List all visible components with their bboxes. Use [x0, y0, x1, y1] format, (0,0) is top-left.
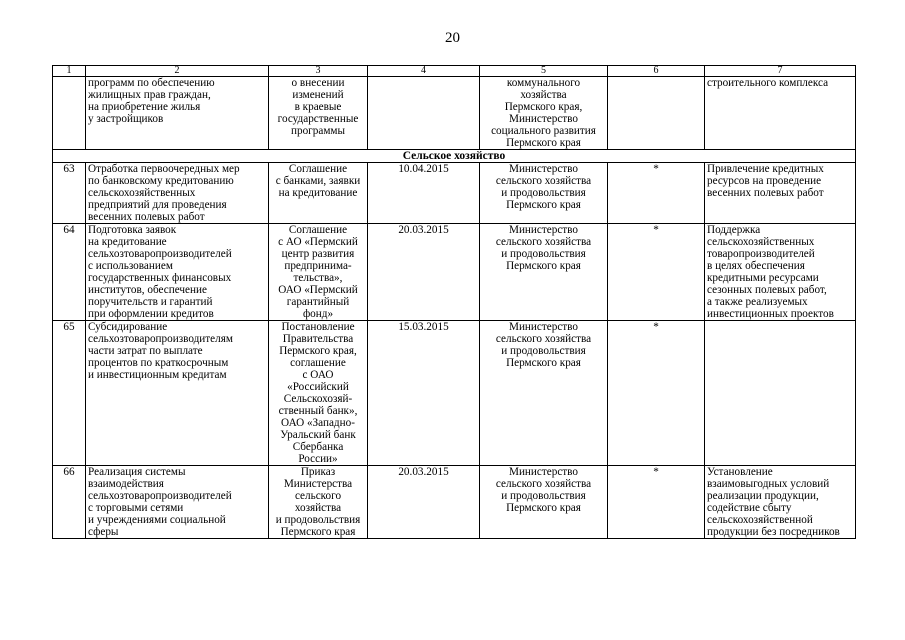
cell-line: сельского хозяйства [495, 333, 592, 345]
cell-line: с АО «Пермский [278, 236, 358, 248]
cell-line: Министерство [509, 113, 578, 125]
column-header: 4 [368, 66, 480, 77]
cell-line: Министерство [509, 224, 578, 236]
cell-line: Пермского края, [279, 345, 357, 357]
cell-line: предпринима- [284, 260, 352, 272]
cell-line: Приказ [300, 466, 336, 478]
cell-line: сельхозтоваропроизводителей [88, 490, 232, 502]
cell-line: с торговыми сетями [88, 502, 184, 514]
cell-line: Правительства [282, 333, 354, 345]
executor-cell [480, 224, 608, 321]
cell-line: фонд» [302, 308, 334, 320]
cell-line: сельскохозяйственных [88, 187, 196, 199]
date-cell: 10.04.2015 [368, 163, 480, 224]
cell-line: Соглашение [288, 224, 348, 236]
cell-line: ресурсов на проведение [707, 175, 822, 187]
column-header: 2 [86, 66, 269, 77]
cell-line: Министерство [509, 321, 578, 333]
column-header: 5 [480, 66, 608, 77]
document-cell [269, 163, 368, 224]
section-title: Сельское хозяйство [53, 150, 856, 163]
cell-line: сельхозтоваропроизводителям [88, 333, 233, 345]
cell-line: центр развития [281, 248, 355, 260]
cell-line: весенних полевых работ [88, 211, 205, 223]
cell-line: продукции без посредников [707, 526, 840, 538]
cell-line: сельского хозяйства [495, 478, 592, 490]
result-cell [705, 321, 856, 466]
cell-line: Отработка первоочередных мер [88, 163, 240, 175]
document-cell [269, 466, 368, 539]
result-cell [705, 466, 856, 539]
cell-line: части затрат по выплате [88, 345, 203, 357]
cell-line: взаимовыгодных условий [707, 478, 830, 490]
cell-line: Пермского края [280, 526, 356, 538]
measures-table [52, 65, 856, 539]
executor-cell [480, 163, 608, 224]
cell-line: государственные [277, 113, 359, 125]
cell-line: программы [291, 125, 345, 137]
cell-line: на кредитование [278, 187, 358, 199]
cell-line: и продовольствия [501, 187, 586, 199]
cell-line: гарантийный [286, 296, 350, 308]
column-header: 7 [705, 66, 856, 77]
cell-line: Пермского края, [504, 101, 583, 113]
cell-line: сельского хозяйства [495, 175, 592, 187]
measure-cell [86, 321, 269, 466]
measure-cell [86, 163, 269, 224]
date-cell: 15.03.2015 [368, 321, 480, 466]
cell-line: Привлечение кредитных [707, 163, 824, 175]
cell-line: строительного комплекса [707, 77, 829, 89]
cell-line: сельского [294, 490, 342, 502]
cell-line: инвестиционных проектов [707, 308, 834, 320]
cell-line: и продовольствия [275, 514, 361, 526]
cell-line: сельскохозяйственной [707, 514, 813, 526]
cell-line: коммунального [506, 77, 581, 89]
cell-line: реализации продукции, [707, 490, 819, 502]
cell-line: Установление [707, 466, 773, 478]
cell-line: поручительств и гарантий [88, 296, 213, 308]
cell-line: Уральский банк [280, 429, 356, 441]
cell-line: жилищных прав граждан, [88, 89, 211, 101]
date-cell [368, 77, 480, 150]
cell-line: сельхозтоваропроизводителей [88, 248, 232, 260]
cell-line: соглашение [290, 357, 346, 369]
cell-line: на кредитование [88, 236, 167, 248]
cell-line: ственный банк», [278, 405, 358, 417]
cell-line: Сбербанка [292, 441, 344, 453]
cell-line: и продовольствия [501, 248, 586, 260]
result-cell [705, 163, 856, 224]
cell-line: программ по обеспечению [88, 77, 215, 89]
cell-line: Министерства [283, 478, 353, 490]
table-row [53, 466, 856, 539]
cell-line: сельскохозяйственных [707, 236, 815, 248]
cell-line: в краевые [294, 101, 342, 113]
cell-line: ОАО «Западно- [281, 417, 355, 429]
cell-line: и инвестиционным кредитам [88, 369, 227, 381]
cell-line: у застройщиков [88, 113, 164, 125]
cell-line: хозяйства [520, 89, 567, 101]
cell-line: сельского хозяйства [495, 236, 592, 248]
row-number: 66 [53, 466, 86, 539]
cell-line: с ОАО [302, 369, 334, 381]
cell-line: Пермского края [506, 260, 581, 272]
cell-line: процентов по краткосрочным [88, 357, 229, 369]
column-header: 3 [269, 66, 368, 77]
cell-line: Соглашение [288, 163, 348, 175]
cell-line: с использованием [88, 260, 173, 272]
cell-line: товаропроизводителей [707, 248, 815, 260]
cell-line: Поддержка [707, 224, 761, 236]
cell-line: и продовольствия [501, 345, 586, 357]
result-cell [705, 224, 856, 321]
document-cell [269, 77, 368, 150]
cell-line: взаимодействия [88, 478, 164, 490]
cell-line: и продовольствия [501, 490, 586, 502]
cell-line: при оформлении кредитов [88, 308, 214, 320]
mark-cell: * [608, 163, 705, 224]
date-cell: 20.03.2015 [368, 466, 480, 539]
continuation-row [53, 77, 856, 150]
mark-cell [608, 77, 705, 150]
table-row [53, 163, 856, 224]
cell-line: с банками, заявки [275, 175, 361, 187]
column-header: 1 [53, 66, 86, 77]
row-number: 64 [53, 224, 86, 321]
mark-cell: * [608, 466, 705, 539]
cell-line: Подготовка заявок [88, 224, 177, 236]
cell-line: предприятий для проведения [88, 199, 227, 211]
cell-line: тельства», [293, 272, 343, 284]
result-cell [705, 77, 856, 150]
cell-line: институтов, обеспечение [88, 284, 207, 296]
page-number: 20 [445, 30, 460, 46]
cell-line: ОАО «Пермский [278, 284, 358, 296]
executor-cell [480, 321, 608, 466]
cell-line: содействие сбыту [707, 502, 792, 514]
cell-line: Пермского края [506, 137, 581, 149]
cell-line: социального развития [491, 125, 596, 137]
cell-line: весенних полевых работ [707, 187, 824, 199]
cell-line: а также реализуемых [707, 296, 808, 308]
document-cell [269, 224, 368, 321]
row-number: 65 [53, 321, 86, 466]
mark-cell: * [608, 224, 705, 321]
row-number: 63 [53, 163, 86, 224]
cell-line: по банковскому кредитованию [88, 175, 234, 187]
row-number [53, 77, 86, 150]
cell-line: Субсидирование [88, 321, 168, 333]
cell-line: на приобретение жилья [88, 101, 201, 113]
measure-cell [86, 224, 269, 321]
cell-line: Постановление [281, 321, 355, 333]
table-row [53, 321, 856, 466]
table-row [53, 224, 856, 321]
cell-line: Сельскохозяй- [283, 393, 353, 405]
cell-line: изменений [292, 89, 344, 101]
cell-line: Реализация системы [88, 466, 186, 478]
date-cell: 20.03.2015 [368, 224, 480, 321]
cell-line: хозяйства [294, 502, 342, 514]
cell-line: Пермского края [506, 199, 581, 211]
cell-line: «Российский [287, 381, 349, 393]
cell-line: Пермского края [506, 357, 581, 369]
cell-line: кредитными ресурсами [707, 272, 819, 284]
cell-line: России» [298, 453, 338, 465]
cell-line: сезонных полевых работ, [707, 284, 827, 296]
cell-line: государственных финансовых [88, 272, 232, 284]
column-number-row [53, 66, 856, 77]
cell-line: о внесении [291, 77, 345, 89]
measure-cell [86, 466, 269, 539]
executor-cell [480, 466, 608, 539]
column-header: 6 [608, 66, 705, 77]
measure-cell [86, 77, 269, 150]
cell-line: Министерство [509, 163, 578, 175]
cell-line: Министерство [509, 466, 578, 478]
mark-cell: * [608, 321, 705, 466]
cell-line: в целях обеспечения [707, 260, 805, 272]
document-cell [269, 321, 368, 466]
cell-line: и учреждениями социальной [88, 514, 226, 526]
cell-line: Пермского края [506, 502, 581, 514]
section-row [53, 150, 856, 163]
cell-line: сферы [88, 526, 119, 538]
executor-cell [480, 77, 608, 150]
